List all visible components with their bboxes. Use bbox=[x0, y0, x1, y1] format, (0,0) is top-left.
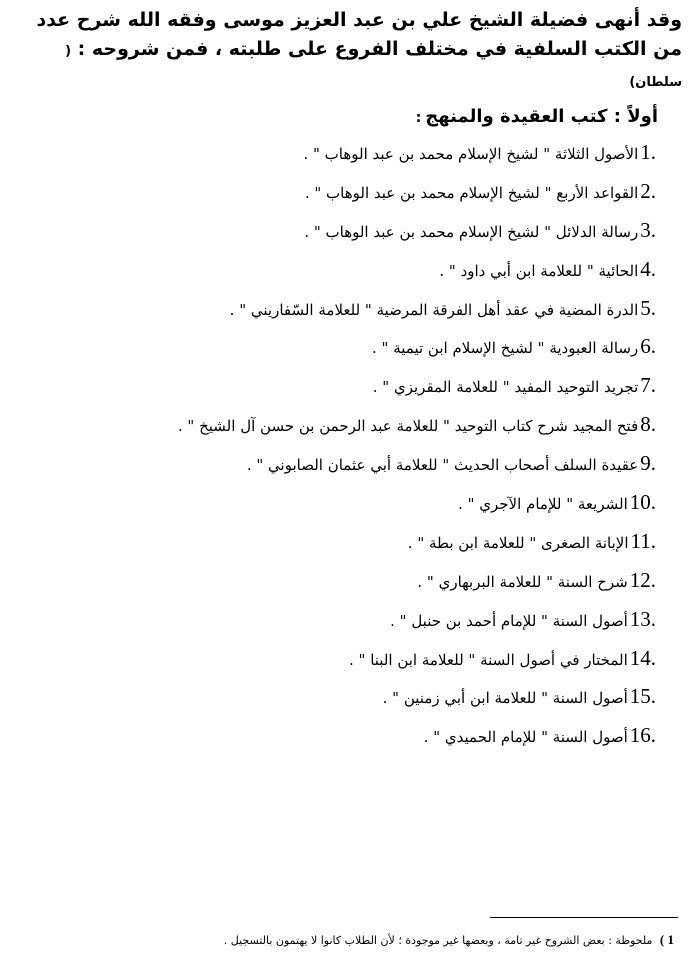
book-number: 11. bbox=[630, 528, 656, 553]
list-item bbox=[178, 373, 656, 412]
list-item bbox=[178, 218, 656, 257]
intro-text: وقد أنهى فضيلة الشيخ علي بن عبد العزيز موسى وفقه الله شرح عدد من الكتب السلفية في مختلف الفروع على طلبته ، فمن شروحه : bbox=[36, 9, 682, 60]
book-number: 5. bbox=[640, 295, 656, 320]
list-item bbox=[178, 140, 656, 179]
book-number: 7. bbox=[640, 373, 656, 398]
footnote-mark: ( 1 bbox=[659, 932, 674, 947]
section-heading bbox=[416, 104, 658, 131]
book-title: رسالة الدلائل " لشيخ الإسلام محمد بن عبد الوهاب " . bbox=[304, 222, 639, 241]
book-number: 10. bbox=[629, 490, 656, 515]
list-item bbox=[178, 568, 656, 607]
book-number: 9. bbox=[640, 451, 656, 476]
book-title: الإبانة الصغرى " للعلامة ابن بطة " . bbox=[407, 533, 629, 552]
book-number: 16. bbox=[629, 723, 656, 748]
book-number: 6. bbox=[640, 334, 656, 359]
section-heading-colon: : bbox=[415, 110, 422, 126]
book-title: شرح السنة " للعلامة البربهاري " . bbox=[417, 572, 628, 591]
list-item bbox=[178, 257, 656, 296]
list-item bbox=[178, 490, 656, 529]
book-title: المختار في أصول السنة " للعلامة ابن البنا " . bbox=[349, 650, 628, 669]
footnote-text: ملحوظة : بعض الشروح غير تامة ، وبعضها غير موجودة ؛ لأن الطلاب كانوا لا يهتمون بالتسجيل . bbox=[223, 934, 653, 947]
book-title: الحائية " للعلامة ابن أبي داود " . bbox=[439, 261, 639, 280]
intro-paragraph bbox=[14, 6, 682, 97]
section-heading-text: أولاً : كتب العقيدة والمنهج bbox=[425, 106, 658, 127]
book-title: الأصول الثلاثة " لشيخ الإسلام محمد بن عبد الوهاب " . bbox=[303, 145, 639, 163]
book-title: أصول السنة " للعلامة ابن أبي زمنين " . bbox=[382, 689, 628, 708]
intro-note: ( سلطان) bbox=[65, 44, 682, 90]
book-title: الشريعة " للإمام الآجري " . bbox=[458, 495, 628, 514]
book-title: أصول السنة " للإمام أحمد بن حنبل " . bbox=[390, 611, 628, 630]
footnote bbox=[224, 932, 674, 949]
list-item bbox=[178, 684, 656, 723]
list-item bbox=[178, 529, 656, 568]
list-item bbox=[178, 607, 656, 646]
book-title: رسالة العبودية " لشيخ الإسلام ابن تيمية " . bbox=[372, 339, 639, 358]
book-title: فتح المجيد شرح كتاب التوحيد " للعلامة عبد الرحمن بن حسن آل الشيخ " . bbox=[177, 417, 639, 436]
book-number: 2. bbox=[640, 178, 656, 203]
book-number: 1. bbox=[640, 140, 656, 164]
list-item bbox=[178, 412, 656, 451]
list-item bbox=[178, 179, 656, 218]
book-number: 13. bbox=[629, 606, 656, 631]
book-number: 8. bbox=[640, 412, 656, 437]
book-list bbox=[178, 140, 656, 762]
list-item bbox=[178, 334, 656, 373]
list-item bbox=[178, 723, 656, 762]
book-number: 3. bbox=[640, 217, 656, 242]
book-title: أصول السنة " للإمام الحميدي " . bbox=[423, 728, 628, 747]
book-title: تجريد التوحيد المفيد " للعلامة المقريزي " . bbox=[372, 378, 639, 397]
book-number: 4. bbox=[640, 256, 656, 281]
list-item bbox=[178, 646, 656, 685]
book-number: 15. bbox=[629, 684, 656, 709]
book-title: عقيدة السلف أصحاب الحديث " للعلامة أبي عثمان الصابوني " . bbox=[246, 456, 639, 475]
book-number: 14. bbox=[629, 645, 656, 670]
list-item bbox=[178, 296, 656, 335]
book-title: القواعد الأربع " لشيخ الإسلام محمد بن عبد الوهاب " . bbox=[304, 183, 639, 202]
footnote-divider bbox=[490, 917, 678, 918]
book-number: 12. bbox=[629, 567, 656, 592]
book-title: الدرة المضية في عقد أهل الفرقة المرضية " للعلامة السّفاريني " . bbox=[229, 300, 639, 319]
list-item bbox=[178, 451, 656, 490]
